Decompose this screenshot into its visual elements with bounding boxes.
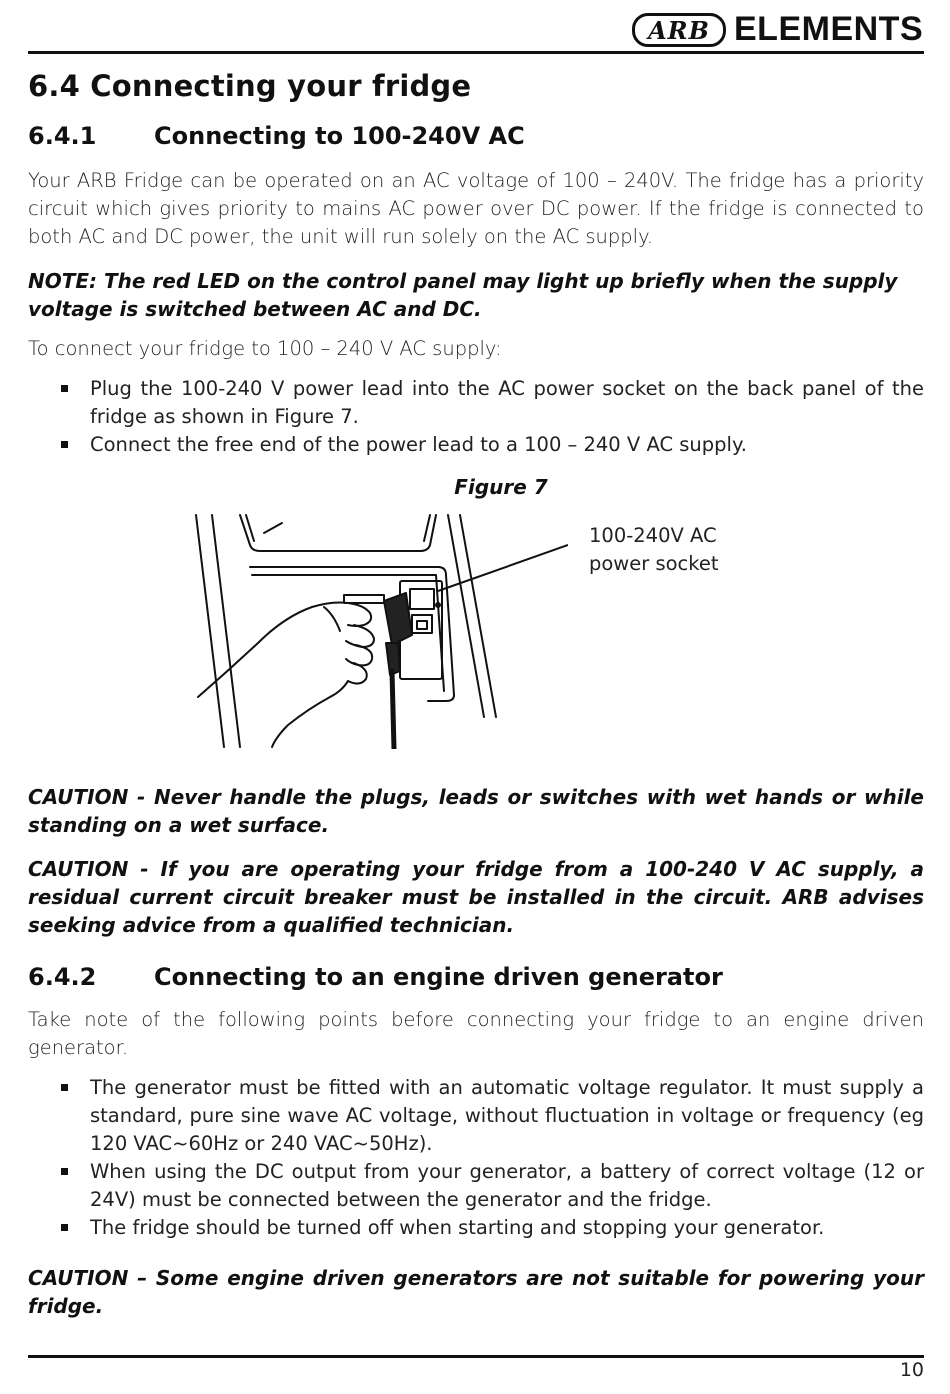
subsection-number: 6.4.1	[28, 122, 97, 150]
subsection-title: Connecting to 100-240V AC	[154, 122, 525, 150]
bullet-icon	[61, 385, 68, 392]
list-item	[28, 375, 924, 431]
caution-generators: CAUTION – Some engine driven generators are not suitable for powering your fridge.	[28, 1266, 924, 1318]
page-content	[28, 60, 924, 1320]
fridge-plug-illustration	[188, 511, 568, 749]
bullet-icon	[61, 1168, 68, 1175]
subsection-title: Connecting to an engine driven generator	[154, 963, 723, 991]
caution-wet-hands: CAUTION - Never handle the plugs, leads or switches with wet hands or while standing on a wet surface.	[28, 785, 924, 837]
figure-callout	[589, 522, 719, 578]
list-item-text: Plug the 100-240 V power lead into the AC power socket on the back panel of the fridge as shown in Figure 7.	[90, 377, 924, 428]
connect-steps-list	[28, 375, 924, 459]
figure-7	[28, 511, 924, 763]
list-item-text: Connect the free end of the power lead to a 100 – 240 V AC supply.	[90, 433, 747, 456]
connect-intro: To connect your fridge to 100 – 240 V AC supply:	[28, 337, 502, 360]
led-note: NOTE: The red LED on the control panel may light up briefly when the supply voltage is switched between AC and DC.	[28, 269, 898, 321]
list-item	[28, 1214, 924, 1242]
bullet-icon	[61, 441, 68, 448]
bullet-icon	[61, 1084, 68, 1091]
list-item-text: The generator must be fitted with an automatic voltage regulator. It must supply a standard, pure sine wave AC voltage, without fluctuation in voltage or frequency (eg 120 VAC~60Hz or 240 VAC~50Hz).	[90, 1076, 924, 1155]
subsection-heading-2	[28, 961, 924, 993]
caution-rccb: CAUTION - If you are operating your fridge from a 100-240 V AC supply, a residual current circuit breaker must be installed in the circuit. ARB advises seeking advice from a qualified technician.	[28, 857, 924, 937]
list-item	[28, 431, 924, 459]
footer-divider	[28, 1355, 924, 1358]
generator-points-list	[28, 1074, 924, 1242]
list-item-text: The fridge should be turned off when starting and stopping your generator.	[90, 1216, 825, 1239]
subsection-heading-1	[28, 120, 924, 152]
brand-title: ELEMENTS	[734, 10, 924, 48]
header-divider	[28, 51, 924, 54]
page-header	[0, 0, 950, 56]
callout-line-1: 100-240V AC	[589, 524, 717, 547]
logo-text: ARB	[648, 15, 710, 45]
bullet-icon	[61, 1224, 68, 1231]
arb-logo	[632, 13, 726, 47]
generator-intro: Take note of the following points before connecting your fridge to an engine driven generator.	[28, 1008, 924, 1059]
page-number: 10	[899, 1359, 924, 1381]
section-title: 6.4 Connecting your fridge	[28, 69, 472, 103]
list-item	[28, 1158, 924, 1214]
callout-line-2: power socket	[589, 552, 719, 575]
intro-paragraph: Your ARB Fridge can be operated on an AC voltage of 100 – 240V. The fridge has a priority circuit which gives priority to mains AC power over DC power. If the fridge is connected to both AC and DC power, the unit will run solely on the AC supply.	[28, 169, 924, 248]
figure-caption: Figure 7	[454, 475, 548, 499]
subsection-number: 6.4.2	[28, 963, 97, 991]
list-item	[28, 1074, 924, 1158]
list-item-text: When using the DC output from your generator, a battery of correct voltage (12 or 24V) must be connected between the generator and the fridge.	[90, 1160, 924, 1211]
